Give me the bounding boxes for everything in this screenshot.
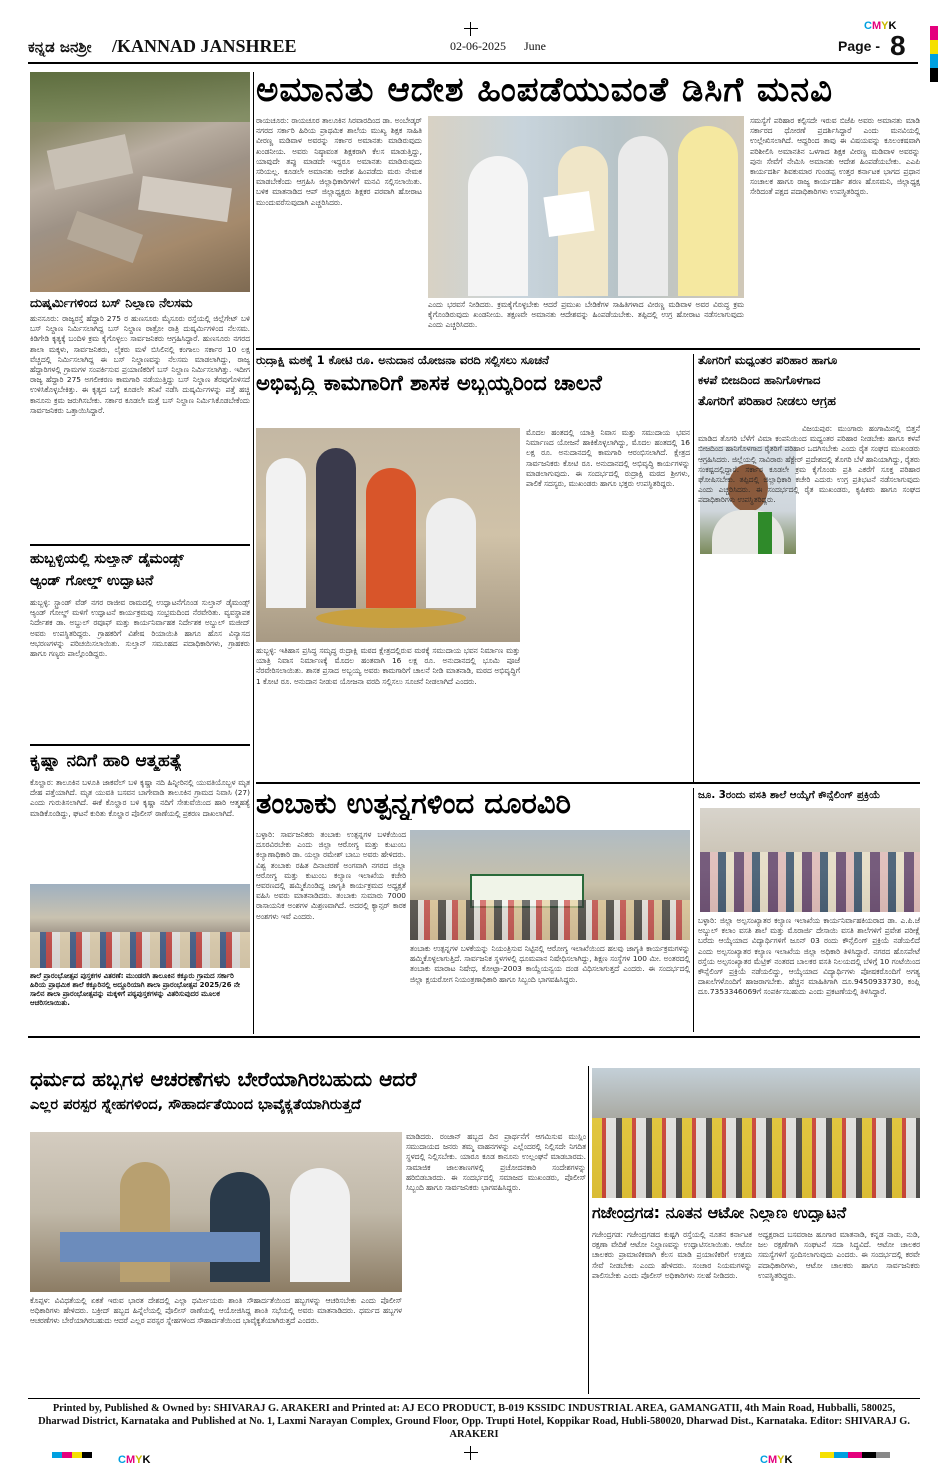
petition-photo <box>428 116 744 298</box>
bottom-color-bar-right <box>820 1452 890 1458</box>
masthead <box>28 30 918 61</box>
sultan-headline-1: ಹುಬ್ಬಳ್ಳಿಯಲ್ಲಿ ಸುಲ್ತಾನ್ ಡೈಮಂಡ್ಸ್ <box>30 552 184 567</box>
divider <box>28 1036 920 1038</box>
divider <box>30 744 250 746</box>
column-rule <box>588 1066 589 1394</box>
page-label: Page - <box>838 38 881 54</box>
festivals-headline-1: ಧರ್ಮದ ಹಬ್ಬಗಳ ಆಚರಣೆಗಳು ಬೇರೆಯಾಗಿರಬಹುದು ಆದರೆ <box>30 1068 417 1090</box>
auto-stand-body-left: ಗಜೇಂದ್ರಗಡ: ಗಜೇಂದ್ರಗಡದ ಕುಷ್ಟಗಿ ರಸ್ತೆಯಲ್ಲಿ ನೂತನ ಕರ್ನಾಟಕ ರಕ್ಷಣಾ ವೇದಿಕೆ ಆಟೋ ನಿಲ್ದಾಣವನ್ನು ಉದ್ಘಾಟಿಸಲಾಯಿತು. ಆಟೋ ಚಾಲಕರು ಪ್ರಾಮಾಣಿಕವಾಗಿ ಕೆಲಸ ಮಾಡಿ ಪ್ರಯಾಣಿಕರಿಗೆ ಉತ್ತಮ ಸೇವೆ ನೀಡಬೇಕು ಎಂದು ಹೇಳಿದರು. ಸಂಚಾರ ನಿಯಮಗಳನ್ನು ಪಾಲಿಸಬೇಕು ಎಂದು ಪೊಲೀಸ್ ಅಧಿಕಾರಿಗಳು ಸಲಹೆ ನೀಡಿದರು. <box>592 1230 752 1280</box>
footer-rule <box>28 1398 920 1399</box>
school-caption: ಶಾಲೆ ಪ್ರಾರಂಭೋತ್ಸವ ಪುಸ್ತಕಗಳ ವಿತರಣೆ: ಮುಂಡರಗಿ ತಾಲೂಕಿನ ಕಕ್ಕೂರು ಗ್ರಾಮದ ಸರ್ಕಾರಿ ಹಿರಿಯ ಪ್ರಾಥಮಿಕ ಶಾಲೆ ಕಕ್ಕೂರಿನಲ್ಲಿ ಅದ್ದೂರಿಯಾಗಿ ಶಾಲಾ ಪ್ರಾರಂಭೋತ್ಸವ 2025/26 ನೇ ಸಾಲಿನ ಶಾಲಾ ಪ್ರಾರಂಭೋತ್ಸವನ್ನು ಮಕ್ಕಳಿಗೆ ಪಠ್ಯಪುಸ್ತಕಗಳನ್ನು ವಿತರಿಸುವುದರ ಮೂಲಕ ಆಚರಿಸಲಾಯಿತು. <box>30 972 241 1007</box>
bottom-color-bar-left <box>52 1452 92 1458</box>
crop-kicker-box <box>698 354 920 418</box>
masthead-english-name: /KANNAD JANSHREE <box>112 36 297 56</box>
divider <box>30 544 250 546</box>
ground-breaking-photo <box>256 428 520 642</box>
issue-month: June <box>524 39 546 53</box>
crop-kicker-2: ಕಳಪೆ ಬೀಜದಿಂದ ಹಾನಿಗೊಳಗಾದ <box>698 374 821 387</box>
auto-stand-headline: ಗಜೇಂದ್ರಗಡ: ನೂತನ ಆಟೋ ನಿಲ್ದಾಣ ಉದ್ಘಾಟನೆ <box>592 1204 847 1222</box>
top-registration-mark <box>464 22 478 36</box>
rubble-photo <box>30 72 250 292</box>
dc-petition-body-right: ಸಮಸ್ಯೆಗೆ ಪರಿಹಾರ ಕಲ್ಪಿಸದೇ ಇರುವ ಬಿಜೆಪಿ ಅವರು ಅಮಾನತು ಮಾಡಿ ಸರ್ಕಾರದ ಧೋರಣೆ ಪ್ರದರ್ಶಿಸಿದ್ದಾರೆ ಎಂದು ಮನವಿಯಲ್ಲಿ ಉಲ್ಲೇಖಿಸಲಾಗಿದೆ. ಆದ್ದರಿಂದ ತಾವು ಈ ವಿಷಯವನ್ನು ಕೂಲಂಕಷವಾಗಿ ಪರಿಶೀಲಿಸಿ ಅಮಾನತಿನ ಒಳಗಾದ ಶಿಕ್ಷಕ ವೀರಣ್ಣ ಮಡಿವಾಳ ಅವರನ್ನು ಪುನಃ ಸೇವೆಗೆ ನೇಮಿಸಿ ಅಮಾನತು ಆದೇಶ ಹಿಂಪಡೆಯಬೇಕು. ಎಎಪಿ ಕಾರ್ಯದರ್ಶಿ ಶಿವಕುಮಾರ ಗುಂಡಪ್ಪ ಉತ್ತರ ಕರ್ನಾಟಕ ಭಾಗದ ಪ್ರಧಾನ ಸಂಚಾಲಕ ಹಾಗೂ ರಾಜ್ಯ ಕಾರ್ಯದರ್ಶಿ ಶರಣ ಹೊಸಮನಿ, ಜಿಲ್ಲಾಧ್ಯಕ್ಷ ಸೇರಿದಂತೆ ಪಕ್ಷದ ಪದಾಧಿಕಾರಿಗಳು ಉಪಸ್ಥಿತರಿದ್ದರು. <box>750 116 920 197</box>
rudraksha-body-mid: ಹುಬ್ಬಳ್ಳಿ: ಇತಿಹಾಸ ಪ್ರಸಿದ್ಧ ಸಮೃದ್ಧ ರುದ್ರಾಕ್ಷಿ ಮಠದ ಕ್ಷೇತ್ರದಲ್ಲಿರುವ ಮಠಕ್ಕೆ ಸಮುದಾಯ ಭವನ ನಿರ್ಮಾಣ ಮತ್ತು ಯಾತ್ರಿ ನಿವಾಸ ನಿರ್ಮಾಣಕ್ಕೆ ಮೊದಲ ಹಂತವಾಗಿ 16 ಲಕ್ಷ ರೂ. ಅನುದಾನದಲ್ಲಿ ಭೂಮಿ ಪೂಜೆ ನೆರವೇರಿಸಲಾಯಿತು. ಶಾಸಕ ಪ್ರಸಾದ ಅಬ್ಬಯ್ಯ ಅವರು ಕಾಮಗಾರಿಗೆ ಚಾಲನೆ ನೀಡಿ ಮಾತನಾಡಿ, ಮಠದ ಅಭಿವೃದ್ಧಿಗೆ 1 ಕೋಟಿ ರೂ. ಅನುದಾನ ನೀಡುವ ಯೋಜನಾ ವರದಿ ಸಲ್ಲಿಸಲು ಸೂಚನೆ ನೀಡಲಾಗಿದೆ ಎಂದರು. <box>256 646 520 686</box>
divider <box>256 782 920 784</box>
sultan-body: ಹುಬ್ಬಳ್ಳಿ: ಸ್ಟ್ರಾಂಡ್ ವೆಡ್ ನಗರ ರಾಜೀವ ರಾಮದಲ್ಲಿ ಉದ್ಘಾಟನೆಗೊಂಡ ಸುಲ್ತಾನ್ ಡೈಮಂಡ್ಸ್ ಆ್ಯಂಡ್ ಗೋಲ್ಡ್ ಮಳಿಗೆ ಉದ್ಘಾಟನೆ ಕಾರ್ಯಕ್ರಮವು ಸಂಭ್ರಮದಿಂದ ನೆರವೇರಿತು. ವ್ಯವಸ್ಥಾಪಕ ನಿರ್ದೇಶಕ ಡಾ. ಅಬ್ದುಲ್ ರವೂಫ್ ಮತ್ತು ಕಾರ್ಯನಿರ್ವಾಹಕ ನಿರ್ದೇಶಕ ಅಬ್ದುಲ್ ಮಜೀದ್ ಅವರು ಉಪಸ್ಥಿತರಿದ್ದರು. ಗ್ರಾಹಕರಿಗೆ ವಿಶೇಷ ರಿಯಾಯಿತಿ ಹಾಗೂ ಹೊಸ ವಿನ್ಯಾಸದ ಆಭರಣಗಳನ್ನು ಪರಿಚಯಿಸಲಾಯಿತು. ಸುಲ್ತಾನ್ ಸಮೂಹದ ಪದಾಧಿಕಾರಿಗಳು, ಗ್ರಾಹಕರು ಹಾಗೂ ಗಣ್ಯರು ಪಾಲ್ಗೊಂಡಿದ್ದರು. <box>30 598 250 659</box>
krishna-headline: ಕೃಷ್ಣಾ ನದಿಗೆ ಹಾರಿ ಆತ್ಮಹತ್ಯೆ <box>30 752 182 771</box>
sultan-headline-2: ಆ್ಯಂಡ್ ಗೋಲ್ಡ್ ಉದ್ಘಾಟನೆ <box>30 574 154 589</box>
tobacco-body-right: ತಂಬಾಕು ಉತ್ಪನ್ನಗಳ ಬಳಕೆಯನ್ನು ನಿಯಂತ್ರಿಸುವ ನಿಟ್ಟಿನಲ್ಲಿ ಆರೋಗ್ಯ ಇಲಾಖೆಯಿಂದ ಹಲವು ಜಾಗೃತಿ ಕಾರ್ಯಕ್ರಮಗಳನ್ನು ಹಮ್ಮಿಕೊಳ್ಳಲಾಗುತ್ತಿದೆ. ಸಾರ್ವಜನಿಕ ಸ್ಥಳಗಳಲ್ಲಿ ಧೂಮಪಾನ ನಿಷೇಧಿಸಲಾಗಿದ್ದು, ಶಿಕ್ಷಣ ಸಂಸ್ಥೆಗಳ 100 ಮೀ. ಅಂತರದಲ್ಲಿ ತಂಬಾಕು ಮಾರಾಟ ನಿಷೇಧ, ಕೋಟ್ಪಾ-2003 ಕಾಯ್ದೆಯನ್ವಯ ದಂಡ ವಿಧಿಸಲಾಗುತ್ತದೆ ಎಂದರು. ಈ ಸಂದರ್ಭದಲ್ಲಿ ಜಿಲ್ಲಾ ಕ್ಷಯರೋಗ ನಿಯಂತ್ರಣಾಧಿಕಾರಿ ಹಾಗೂ ಸಿಬ್ಬಂದಿ ಭಾಗವಹಿಸಿದ್ದರು. <box>410 944 690 984</box>
cmyk-mark-bottom-left: CMYK <box>118 1454 151 1466</box>
festivals-body-left: ಕೊಪ್ಪಳ: ವಿವಿಧತೆಯಲ್ಲಿ ಏಕತೆ ಇರುವ ಭಾರತ ದೇಶದಲ್ಲಿ ಎಲ್ಲಾ ಧರ್ಮೀಯರು ಶಾಂತಿ ಸೌಹಾರ್ದತೆಯಿಂದ ಹಬ್ಬಗಳನ್ನು ಆಚರಿಸಬೇಕು ಎಂದು ಪೊಲೀಸ್ ಅಧಿಕಾರಿಗಳು ಹೇಳಿದರು. ಬಕ್ರೀದ್ ಹಬ್ಬದ ಹಿನ್ನೆಲೆಯಲ್ಲಿ ಪೊಲೀಸ್ ಠಾಣೆಯಲ್ಲಿ ಆಯೋಜಿಸಿದ್ದ ಶಾಂತಿ ಸಭೆಯಲ್ಲಿ ಅವರು ಮಾತನಾಡಿದರು. ಧರ್ಮದ ಹಬ್ಬಗಳ ಆಚರಣೆಗಳು ಬೇರೆಯಾಗಿರಬಹುದು ಆದರೆ ಎಲ್ಲರ ಪರಸ್ಪರ ಸ್ನೇಹಗಳಿಂದ ಸೌಹಾರ್ದತೆಯಿಂದ ಭಾವೈಕ್ಯತೆಯಾಗಿರುತ್ತದೆ ಎಂದರು. <box>30 1296 402 1326</box>
dc-petition-headline: ಅಮಾನತು ಆದೇಶ ಹಿಂಪಡೆಯುವಂತೆ ಡಿಸಿಗೆ ಮನವಿ <box>256 72 834 110</box>
rudraksha-headline: ಅಭಿವೃದ್ಧಿ ಕಾಮಗಾರಿಗೆ ಶಾಸಕ ಅಬ್ಬಯ್ಯರಿಂದ ಚಾಲನೆ <box>256 372 602 395</box>
crop-kicker-1: ತೊಗರಿಗೆ ಮಧ್ಯಂತರ ಪರಿಹಾರ ಹಾಗೂ <box>698 354 838 367</box>
festivals-headline-2: ಎಲ್ಲರ ಪರಸ್ಪರ ಸ್ನೇಹಗಳಿಂದ, ಸೌಹಾರ್ದತೆಯಿಂದ ಭಾವೈಕ್ಯತೆಯಾಗಿರುತ್ತದೆ <box>30 1098 361 1113</box>
tobacco-body-left: ಬಳ್ಳಾರಿ: ಸಾರ್ವಜನಿಕರು ತಂಬಾಕು ಉತ್ಪನ್ನಗಳ ಬಳಕೆಯಿಂದ ದೂರವಿರಬೇಕು ಎಂದು ಜಿಲ್ಲಾ ಆರೋಗ್ಯ ಮತ್ತು ಕುಟುಂಬ ಕಲ್ಯಾಣಾಧಿಕಾರಿ ಡಾ. ಯಲ್ಲಾ ರಮೇಶ್ ಬಾಬು ಅವರು ಹೇಳಿದರು. ವಿಶ್ವ ತಂಬಾಕು ರಹಿತ ದಿನಾಚರಣೆ ಅಂಗವಾಗಿ ನಗರದ ಜಿಲ್ಲಾ ಆರೋಗ್ಯ ಮತ್ತು ಕುಟುಂಬ ಕಲ್ಯಾಣ ಇಲಾಖೆಯ ಕಚೇರಿ ಆವರಣದಲ್ಲಿ ಹಮ್ಮಿಕೊಂಡಿದ್ದ ಜಾಗೃತಿ ಕಾರ್ಯಕ್ರಮದ ಅಧ್ಯಕ್ಷತೆ ವಹಿಸಿ ಅವರು ಮಾತನಾಡಿದರು. ತಂಬಾಕು ಸುಮಾರು 7000 ರಾಸಾಯನಿಕ ಅಂಶಗಳ ಮಿಶ್ರಣವಾಗಿದೆ. ಅದರಲ್ಲಿ ಕ್ಯಾನ್ಸರ್ ಕಾರಕ ಅಂಶಗಳು ಇವೆ ಎಂದರು. <box>256 830 406 921</box>
peace-meeting-photo <box>30 1132 402 1292</box>
dc-petition-body-left: ರಾಯಚೂರು: ರಾಯಚೂರ ತಾಲೂಕಿನ ಸಿರವಾರದಿಂದ ಡಾ. ಅಂಬೇಡ್ಕರ್ ನಗರದ ಸರ್ಕಾರಿ ಹಿರಿಯ ಪ್ರಾಥಮಿಕ ಶಾಲೆಯ ಮುಖ್ಯ ಶಿಕ್ಷಕ ಸಾಹಿತಿ ವೀರಣ್ಣ ಮಡಿವಾಳ ಅವರನ್ನು ಸರ್ಕಾರ ಅಮಾನತು ಮಾಡಿರುವುದು ಖಂಡನೀಯ. ಅವರು ನಿಷ್ಠಾವಂತ ಶಿಕ್ಷಕರಾಗಿ ಕೆಲಸ ಮಾಡುತ್ತಿದ್ದು, ಯಾವುದೇ ತಪ್ಪು ಮಾಡದೇ ಇದ್ದರೂ ಅಮಾನತು ಮಾಡಿರುವುದು ಸರಿಯಲ್ಲ. ಕೂಡಲೇ ಅಮಾನತು ಆದೇಶ ಹಿಂಪಡೆದು ಮರು ನೇಮಕ ಮಾಡಬೇಕೆಂದು ಆಗ್ರಹಿಸಿ ಜಿಲ್ಲಾಧಿಕಾರಿಗಳಿಗೆ ಮನವಿ ಸಲ್ಲಿಸಲಾಯಿತು. ಬಳಿಕ ಮಾತನಾಡಿದ ಆಪ್ ಜಿಲ್ಲಾಧ್ಯಕ್ಷರು ಶಿಕ್ಷಕರ ಪರವಾಗಿ ಹೋರಾಟ ಮುಂದುವರೆಸುವುದಾಗಿ ಎಚ್ಚರಿಸಿದರು. <box>256 116 422 207</box>
bus-stand-headline: ದುಷ್ಕರ್ಮಿಗಳಿಂದ ಬಸ್ ನಿಲ್ದಾಣ ನೆಲಸಮ <box>30 296 193 310</box>
bottom-registration-mark <box>464 1446 478 1460</box>
cmyk-mark-top: CMYK <box>864 20 897 32</box>
crop-body: ವಿಜಯಪುರ: ಮುಂಗಾರು ಹಂಗಾಮಿನಲ್ಲಿ ಬಿತ್ತನೆ ಮಾಡಿದ ತೊಗರಿ ಬೆಳೆಗೆ ವಿಮಾ ಕಂಪನಿಯಿಂದ ಮಧ್ಯಂತರ ಪರಿಹಾರ ನೀಡಬೇಕು ಹಾಗೂ ಕಳಪೆ ಬೀಜದಿಂದ ಹಾನಿಗೊಳಗಾದ ರೈತರಿಗೆ ಪರಿಹಾರ ಒದಗಿಸಬೇಕು ಎಂದು ರೈತ ಸಂಘದ ಮುಖಂಡರು ಆಗ್ರಹಿಸಿದರು. ಜಿಲ್ಲೆಯಲ್ಲಿ ಸಾವಿರಾರು ಹೆಕ್ಟೇರ್ ಪ್ರದೇಶದಲ್ಲಿ ತೊಗರಿ ಬೆಳೆ ಹಾನಿಯಾಗಿದ್ದು, ರೈತರು ಸಂಕಷ್ಟದಲ್ಲಿದ್ದಾರೆ. ಸರ್ಕಾರ ಕೂಡಲೇ ಕ್ರಮ ಕೈಗೊಂಡು ಪ್ರತಿ ಎಕರೆಗೆ ಸೂಕ್ತ ಪರಿಹಾರ ಘೋಷಿಸಬೇಕು. ತಪ್ಪಿದಲ್ಲಿ ಜಿಲ್ಲಾಧಿಕಾರಿ ಕಚೇರಿ ಎದುರು ಉಗ್ರ ಪ್ರತಿಭಟನೆ ನಡೆಸಲಾಗುವುದು ಎಂದು ಎಚ್ಚರಿಸಿದರು. ಈ ಸಂದರ್ಭದಲ್ಲಿ ರೈತ ಮುಖಂಡರು, ಕೃಷಿಕರು ಹಾಗೂ ಸಂಘದ ಪದಾಧಿಕಾರಿಗಳು ಉಪಸ್ಥಿತರಿದ್ದರು. <box>698 424 920 505</box>
counselling-headline: ಜೂ. 3ರಂದು ವಸತಿ ಶಾಲೆ ಆಯ್ಕೆಗೆ ಕೌನ್ಸೆಲಿಂಗ್ ಪ್ರಕ್ರಿಯೆ <box>698 790 881 801</box>
issue-date: 02-06-2025 <box>450 39 506 53</box>
cmyk-mark-bottom-right: CMYK <box>760 1454 793 1466</box>
column-rule <box>253 72 254 1034</box>
divider <box>256 348 920 350</box>
tobacco-rally-photo <box>410 830 690 940</box>
school-children-photo <box>30 884 250 968</box>
bus-stand-body: ಹುನಸೂರು: ರಾಜ್ಯರಸ್ತೆ ಹೆದ್ದಾರಿ 275 ರ ಹುಣಸೂರು ಮೈಸೂರು ರಸ್ತೆಯಲ್ಲಿ ಜಿಲ್ಲೆಗೇಟ್ ಬಳಿ ಬಸ್ ನಿಲ್ದಾಣ ನಿರ್ಮಿಸಲಾಗಿದ್ದ ಬಸ್ ನಿಲ್ದಾಣ ರಾತ್ರೋ ರಾತ್ರಿ ದುಷ್ಕರ್ಮಿಗಳಿಂದ ನೆಲಸಮ. ಕಿಡಿಗೇಡಿ ಕೃತ್ಯಕ್ಕೆ ಬಂದಿಳಿ ಕ್ರಮ ಕೈಗೊಳ್ಳಲು ಸಾರ್ವಜನಿಕರು ಆಗ್ರಹಿಸಿದ್ದಾರೆ. ಹುಣಸೂರು ನಗರದ ಶಾಲಾ ಮಕ್ಕಳು, ಸಾರ್ವಜನಿಕರು, ಲೈಕರು ಮಳೆ ಬಿಸಿಲಿನಲ್ಲಿ ಕಂಗಾಲು ಸರ್ಕಾರ 10 ಲಕ್ಷ ವೆಚ್ಚದಲ್ಲಿ ನಿರ್ಮಿಸಲಾಗಿದ್ದ ಈ ಬಸ್ ನಿಲ್ದಾಣವನ್ನು ನೆಲಸಮ ಮಾಡಲಾಗಿದ್ದು, ರಾಜ್ಯ ಹೆದ್ದಾರಿಗಳಲ್ಲಿ ಗ್ರಾಮಗಳ ಸಂಪರ್ಕಿಸುವ ಪ್ರಯಾಣಿಕರಿಗೆ ಬಸ್ ನಿಲ್ದಾಣ ನಿರ್ಮಿಸಲಾಗಿತ್ತು. ಇದೀಗ ರಾಜ್ಯ ಹೆದ್ದಾರಿ 275 ಅಗಲೀಕರಣ ಕಾಮಗಾರಿ ನಡೆಯುತ್ತಿದ್ದು ಬಸ್ ನಿಲ್ದಾಣ ತೆರವುಗೊಳಿಸದೆ ಉಳಿಸಿಕೊಳ್ಳಬೇಕಿತ್ತು. ಈ ಕೃತ್ಯದ ಬಗ್ಗೆ ಕೂಡಲೇ ತನಿಖೆ ನಡೆಸಿ ದುಷ್ಕರ್ಮಿಗಳನ್ನು ಪತ್ತೆ ಹಚ್ಚಿ ಕಾನೂನು ಕ್ರಮ ಜರುಗಿಸಬೇಕು. ಸರ್ಕಾರ ಕೂಡಲೇ ಮತ್ತೆ ಬಸ್ ನಿಲ್ದಾಣ ನಿರ್ಮಿಸಿಕೊಡಬೇಕೆಂದು ಸಾರ್ವಜನಿಕರು ಒತ್ತಾಯಿಸಿದ್ದಾರೆ. <box>30 314 250 415</box>
masthead-rule <box>28 62 918 64</box>
auto-stand-body-right: ಅಧ್ಯಕ್ಷರಾದ ಬಸವರಾಜ ಹೂಗಾರ ಮಾತನಾಡಿ, ಕನ್ನಡ ನಾಡು, ನುಡಿ, ಜಲ ರಕ್ಷಣೆಗಾಗಿ ಸಂಘಟನೆ ಸದಾ ಸಿದ್ಧವಿದೆ. ಆಟೋ ಚಾಲಕರ ಸಮಸ್ಯೆಗಳಿಗೆ ಸ್ಪಂದಿಸಲಾಗುವುದು ಎಂದರು. ಈ ಸಂದರ್ಭದಲ್ಲಿ ಕರವೇ ಪದಾಧಿಕಾರಿಗಳು, ಆಟೋ ಚಾಲಕರು ಹಾಗೂ ಸಾರ್ವಜನಿಕರು ಉಪಸ್ಥಿತರಿದ್ದರು. <box>758 1230 920 1280</box>
side-color-bar <box>930 26 938 82</box>
masthead-kannada-name: ಕನ್ನಡ ಜನಶ್ರೀ <box>28 38 92 56</box>
rudraksha-kicker: ರುದ್ರಾಕ್ಷಿ ಮಠಕ್ಕೆ 1 ಕೋಟಿ ರೂ. ಅನುದಾನ ಯೋಜನಾ ವರದಿ ಸಲ್ಲಿಸಲು ಸೂಚನೆ <box>256 354 549 367</box>
festivals-body-right: ಮಾಡಿದರು. ರಂಜಾನ್ ಹಬ್ಬದ ದಿನ ಪ್ರಾರ್ಥನೆಗೆ ಆಗಮಿಸುವ ಮುಸ್ಲಿಂ ಸಮುದಾಯದ ಜನರು ತಮ್ಮ ವಾಹನಗಳನ್ನು ಎಲ್ಲೆಂದರಲ್ಲಿ ನಿಲ್ಲಿಸದೇ ನಿಗದಿತ ಸ್ಥಳದಲ್ಲಿ ನಿಲ್ಲಿಸಬೇಕು. ಯಾರೂ ಕೂಡ ಕಾನೂನು ಉಲ್ಲಂಘನೆ ಮಾಡಬಾರದು. ಸಾಮಾಜಿಕ ಜಾಲತಾಣಗಳಲ್ಲಿ ಪ್ರಚೋದನಕಾರಿ ಸಂದೇಶಗಳನ್ನು ಹರಿಬಿಡಬಾರದು. ಈ ಸಂದರ್ಭದಲ್ಲಿ ಸಮಾಜದ ಮುಖಂಡರು, ಪೊಲೀಸ್ ಸಿಬ್ಬಂದಿ ಹಾಗೂ ಸಾರ್ವಜನಿಕರು ಭಾಗವಹಿಸಿದ್ದರು. <box>406 1132 586 1193</box>
auto-stand-photo <box>592 1068 920 1198</box>
tobacco-headline: ತಂಬಾಕು ಉತ್ಪನ್ನಗಳಿಂದ ದೂರವಿರಿ <box>256 788 571 820</box>
krishna-body: ಕೊಲ್ಹಾರ: ತಾಲೂಕಿನ ಬಳೂತಿ ಜಾಕವೆಲ್ ಬಳಿ ಕೃಷ್ಣಾ ನದಿ ಹಿನ್ನೀರಿನಲ್ಲಿ ಯುವತಿಯೊಬ್ಬಳ ಮೃತ ದೇಹ ಪತ್ತೆಯಾಗಿದೆ. ಮೃತ ಯುವತಿ ಬಸವನ ಬಾಗೇವಾಡಿ ತಾಲೂಕಿನ ಗ್ರಾಮದ ನಿವಾಸಿ (27) ಎಂದು ಗುರುತಿಸಲಾಗಿದೆ. ಈಕೆ ಕೊಲ್ಹಾರ ಬಳಿ ಕೃಷ್ಣಾ ನದಿಗೆ ಸೇತುವೆಯಿಂದ ಹಾರಿ ಆತ್ಮಹತ್ಯೆ ಮಾಡಿಕೊಂಡಿದ್ದು, ಘಟನೆ ಕುರಿತು ಕೊಲ್ಹಾರ ಪೊಲೀಸ್ ಠಾಣೆಯಲ್ಲಿ ಪ್ರಕರಣ ದಾಖಲಾಗಿದೆ. <box>30 778 250 818</box>
page-number: 8 <box>890 30 906 61</box>
column-rule <box>693 788 694 1032</box>
column-rule <box>693 354 694 784</box>
crop-headline: ತೊಗರಿಗೆ ಪರಿಹಾರ ನೀಡಲು ಆಗ್ರಹ <box>698 394 836 408</box>
counselling-body: ಬಳ್ಳಾರಿ: ಜಿಲ್ಲಾ ಅಲ್ಪಸಂಖ್ಯಾತರ ಕಲ್ಯಾಣ ಇಲಾಖೆಯ ಕಾರ್ಯನಿರ್ವಾಹಕಿಯರಾದ ಡಾ. ಎ.ಪಿ.ಜೆ ಅಬ್ದುಲ್ ಕಲಾಂ ವಸತಿ ಶಾಲೆ ಮತ್ತು ಮೊರಾರ್ಜಿ ದೇಸಾಯಿ ವಸತಿ ಶಾಲೆಗಳಿಗೆ ಪ್ರವೇಶ ಪರೀಕ್ಷೆ ಬರೆದು ಆಯ್ಕೆಯಾದ ವಿದ್ಯಾರ್ಥಿಗಳಿಗೆ ಜೂನ್ 03 ರಂದು ಕೌನ್ಸೆಲಿಂಗ್ ಪ್ರಕ್ರಿಯೆ ನಡೆಯಲಿದೆ ಎಂದು ಅಲ್ಪಸಂಖ್ಯಾತರ ಕಲ್ಯಾಣ ಇಲಾಖೆಯ ಜಿಲ್ಲಾ ಅಧಿಕಾರಿ ತಿಳಿಸಿದ್ದಾರೆ. ನಗರದ ಹೊಸಪೇಟೆ ರಸ್ತೆಯ ಅಲ್ಪಸಂಖ್ಯಾತರ ಮೆಟ್ರಿಕ್ ನಂತರದ ಬಾಲಕರ ವಸತಿ ನಿಲಯದಲ್ಲಿ ಬೆಳಿಗ್ಗೆ 10 ಗಂಟೆಯಿಂದ ಕೌನ್ಸೆಲಿಂಗ್ ಪ್ರಕ್ರಿಯೆ ನಡೆಯಲಿದ್ದು, ಆಯ್ಕೆಯಾದ ವಿದ್ಯಾರ್ಥಿಗಳು ಪೋಷಕರೊಂದಿಗೆ ಅಗತ್ಯ ದಾಖಲೆಗಳೊಂದಿಗೆ ಹಾಜರಾಗಬೇಕು. ಹೆಚ್ಚಿನ ಮಾಹಿತಿಗಾಗಿ ದೂ.9450933730, ಕಂಪ್ಲಿ ದೂ.7353346069ಗೆ ಸಂಪರ್ಕಿಸಬಹುದು ಎಂದು ಪ್ರಕಟಣೆಯಲ್ಲಿ ತಿಳಿಸಿದ್ದಾರೆ. <box>698 916 920 997</box>
footer-imprint: Printed by, Published & Owned by: SHIVARAJ G. ARAKERI and Printed at: AJ ECO PRODUCT, B-019 KSSIDC INDUSTRIAL AREA, GAMANGATII, 4th Main Road, Hubballi, 580025, Dharwad District, Karnataka and Published at No. 1, Laxmi Narayan Complex, Ground Floor, Opp. Trupti Hotel, Koppikar Road, Hubli-580020, Dharwad Dist., Karnataka. Editor: SHIVARAJ G. ARAKERI <box>38 1403 910 1440</box>
rudraksha-body-right: ಮೊದಲ ಹಂತದಲ್ಲಿ ಯಾತ್ರಿ ನಿವಾಸ ಮತ್ತು ಸಮುದಾಯ ಭವನ ನಿರ್ಮಾಣದ ಯೋಜನೆ ಹಾಕಿಕೊಳ್ಳಲಾಗಿದ್ದು, ಮೊದಲ ಹಂತದಲ್ಲಿ 16 ಲಕ್ಷ ರೂ. ಅನುದಾನದಲ್ಲಿ ಕಾಮಗಾರಿ ಆರಂಭಿಸಲಾಗಿದೆ. ಕ್ಷೇತ್ರದ ಸಾರ್ವಜನಿಕರು ಕೋಟಿ ರೂ. ಅನುದಾನದಲ್ಲಿ ಅಭಿವೃದ್ಧಿ ಕಾರ್ಯಗಳನ್ನು ಮಾಡಲಾಗುವುದು. ಈ ಸಂದರ್ಭದಲ್ಲಿ ರುದ್ರಾಕ್ಷಿ ಮಠದ ಶ್ರೀಗಳು, ಪಾಲಿಕೆ ಸದಸ್ಯರು, ಮುಖಂಡರು ಹಾಗೂ ಭಕ್ತರು ಉಪಸ್ಥಿತರಿದ್ದರು. <box>526 428 690 489</box>
dc-petition-body-mid: ಎಂದು ಭರವಸೆ ನೀಡಿದರು. ಕ್ರಮಕೈಗೊಳ್ಳಬೇಕು ಆದರೆ ಪ್ರಮುಖ ಬೇಡಿಕೆಗಳ ಸಾಹಿತಿಗಳಾದ ವೀರಣ್ಣ ಮಡಿವಾಳ ಅವರ ವಿರುದ್ಧ ಕ್ರಮ ಕೈಗೊಂಡಿರುವುದು ಖಂಡನೀಯ. ತಕ್ಷಣವೇ ಅಮಾನತು ಆದೇಶವನ್ನು ಹಿಂಪಡೆಯಬೇಕು. ತಪ್ಪಿದಲ್ಲಿ ಉಗ್ರ ಹೋರಾಟ ನಡೆಸಲಾಗುವುದು ಎಂದು ಎಚ್ಚರಿಸಿದರು. <box>428 300 744 330</box>
